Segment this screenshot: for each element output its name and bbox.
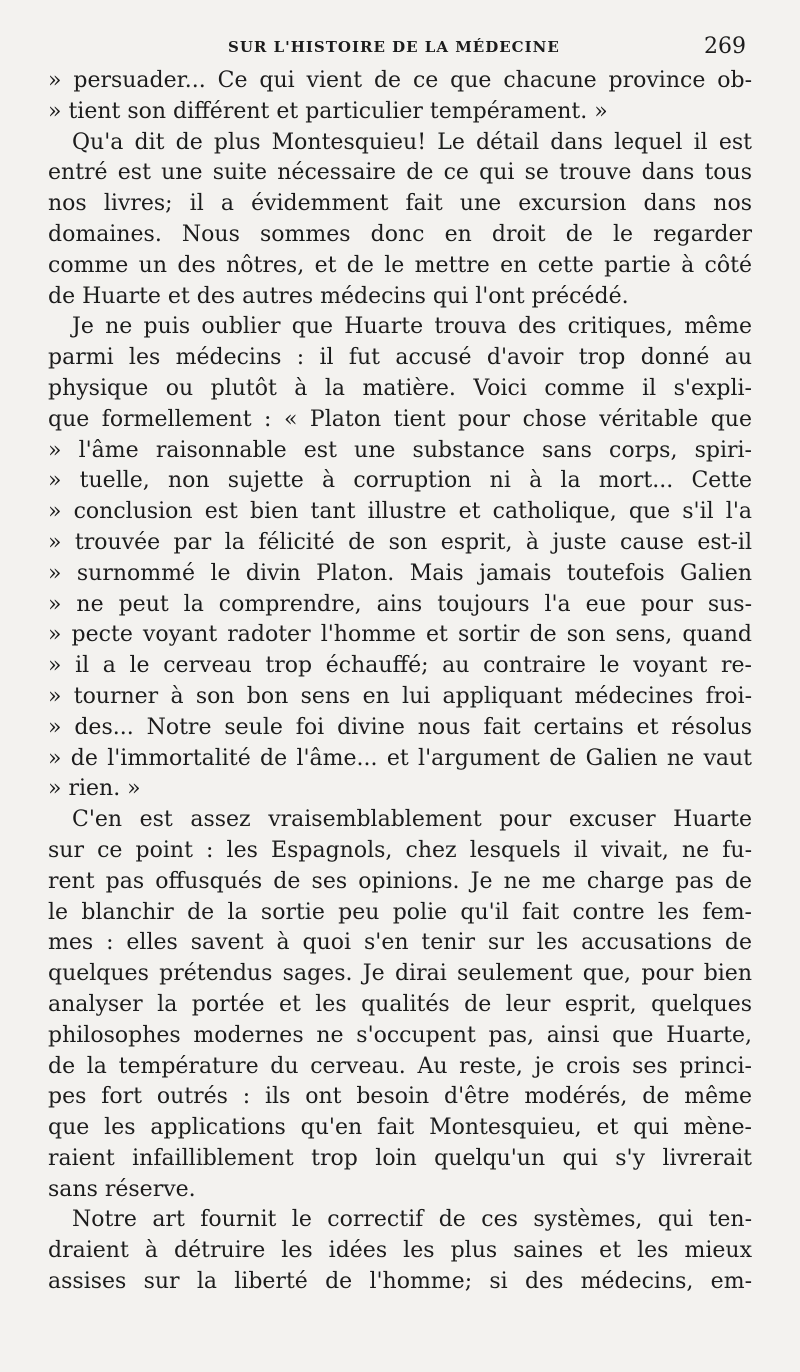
text-line: entré est une suite nécessaire de ce qui se trouve dans tous xyxy=(48,160,752,186)
text-line: nos livres; il a évidemment fait une excursion dans nos xyxy=(48,191,752,217)
text-line: C'en est assez vraisemblablement pour excuser Huarte xyxy=(72,807,752,833)
text-line: » ne peut la comprendre, ains toujours l'a eue pour sus- xyxy=(48,591,752,617)
text-line: » conclusion est bien tant illustre et catholique, que s'il l'a xyxy=(48,499,752,525)
text-line: » rien. » xyxy=(48,776,141,802)
running-title: SUR L'HISTOIRE DE LA MÉDECINE xyxy=(228,38,560,56)
text-line: » de l'immortalité de l'âme... et l'argument de Galien ne vaut xyxy=(48,745,752,771)
text-line: draient à détruire les idées les plus saines et les mieux xyxy=(48,1238,752,1264)
page-number: 269 xyxy=(704,34,746,59)
text-line: sur ce point : les Espagnols, chez lesquels il vivait, ne fu- xyxy=(48,837,752,863)
text-line: raient infailliblement trop loin quelqu'un qui s'y livrerait xyxy=(48,1145,752,1171)
text-line: » tient son différent et particulier tempérament. » xyxy=(48,98,608,124)
text-line: pes fort outrés : ils ont besoin d'être modérés, de même xyxy=(48,1084,752,1110)
text-line: » trouvée par la félicité de son esprit, à juste cause est-il xyxy=(48,529,752,555)
text-line: » tourner à son bon sens en lui appliquant médecines froi- xyxy=(48,683,752,709)
text-line: Notre art fournit le correctif de ces systèmes, qui ten- xyxy=(72,1207,752,1233)
text-line: rent pas offusqués de ses opinions. Je ne me charge pas de xyxy=(48,868,752,894)
text-line: que les applications qu'en fait Montesquieu, et qui mène- xyxy=(48,1115,752,1141)
text-line: » pecte voyant radoter l'homme et sortir de son sens, quand xyxy=(48,622,752,648)
text-line: » il a le cerveau trop échauffé; au contraire le voyant re- xyxy=(48,653,752,679)
text-line: » tuelle, non sujette à corruption ni à la mort... Cette xyxy=(48,468,752,494)
text-line: comme un des nôtres, et de le mettre en cette partie à côté xyxy=(48,252,752,278)
text-line: Qu'a dit de plus Montesquieu! Le détail dans lequel il est xyxy=(72,129,752,155)
text-line: philosophes modernes ne s'occupent pas, ainsi que Huarte, xyxy=(48,1022,752,1048)
text-line: physique ou plutôt à la matière. Voici comme il s'expli- xyxy=(48,375,752,401)
text-line: de Huarte et des autres médecins qui l'ont précédé. xyxy=(48,283,629,309)
text-line: » surnommé le divin Platon. Mais jamais toutefois Galien xyxy=(48,560,752,586)
text-line: Je ne puis oublier que Huarte trouva des critiques, même xyxy=(72,314,752,340)
text-line: assises sur la liberté de l'homme; si des médecins, em- xyxy=(48,1269,752,1295)
text-line: que formellement : « Platon tient pour chose véritable que xyxy=(48,406,752,432)
text-line: » des... Notre seule foi divine nous fait certains et résolus xyxy=(48,714,752,740)
text-line: quelques prétendus sages. Je dirai seulement que, pour bien xyxy=(48,961,752,987)
text-line: sans réserve. xyxy=(48,1176,196,1202)
text-line: de la température du cerveau. Au reste, je crois ses princi- xyxy=(48,1053,752,1079)
text-line: » persuader... Ce qui vient de ce que chacune province ob- xyxy=(48,68,752,93)
text-line: le blanchir de la sortie peu polie qu'il fait contre les fem- xyxy=(48,899,752,925)
text-line: » l'âme raisonnable est une substance sans corps, spiri- xyxy=(48,437,752,463)
text-line: analyser la portée et les qualités de leur esprit, quelques xyxy=(48,991,752,1017)
text-line: domaines. Nous sommes donc en droit de le regarder xyxy=(48,221,752,247)
running-head xyxy=(48,30,752,66)
text-line: parmi les médecins : il fut accusé d'avoir trop donné au xyxy=(48,345,752,371)
body-text xyxy=(48,66,752,1298)
text-line: mes : elles savent à quoi s'en tenir sur les accusations de xyxy=(48,930,752,956)
